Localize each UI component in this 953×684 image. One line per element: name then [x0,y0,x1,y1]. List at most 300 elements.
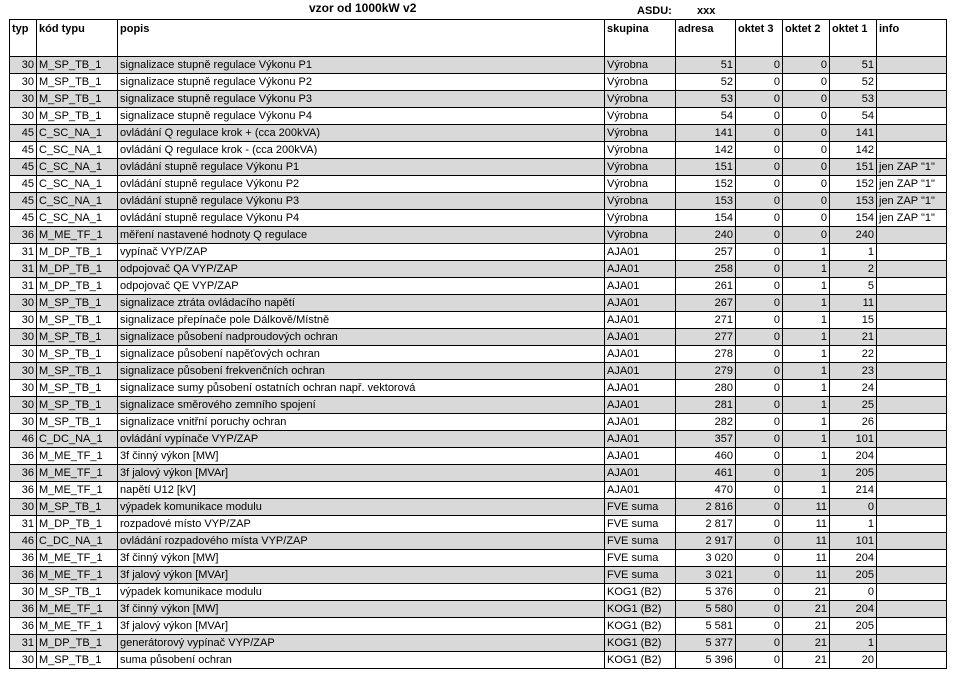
cell-oktet-3: 0 [736,601,783,618]
table-row [10,261,947,278]
cell-adresa: 51 [676,57,736,74]
cell-oktet-2: 0 [783,193,830,210]
cell-info [877,635,947,652]
cell-oktet-3: 0 [736,567,783,584]
cell-adresa: 470 [676,482,736,499]
cell-popis: odpojovač QE VYP/ZAP [118,278,605,295]
cell-typ: 30 [10,57,37,74]
cell-oktet-1: 204 [830,601,877,618]
cell-popis: ovládání Q regulace krok - (cca 200kVA) [118,142,605,159]
cell-skupina: KOG1 (B2) [605,635,676,652]
cell-kod-typu: M_DP_TB_1 [37,278,118,295]
cell-oktet-2: 0 [783,91,830,108]
cell-oktet-1: 53 [830,91,877,108]
cell-oktet-1: 151 [830,159,877,176]
cell-adresa: 5 581 [676,618,736,635]
table-row [10,652,947,669]
cell-kod-typu: M_SP_TB_1 [37,346,118,363]
cell-popis: signalizace působení nadproudových ochran [118,329,605,346]
cell-kod-typu: C_SC_NA_1 [37,142,118,159]
cell-popis: napětí U12 [kV] [118,482,605,499]
cell-skupina: AJA01 [605,363,676,380]
cell-info [877,74,947,91]
cell-oktet-1: 0 [830,584,877,601]
column-header-oktet-2: oktet 2 [783,20,830,57]
cell-skupina: Výrobna [605,74,676,91]
cell-oktet-1: 205 [830,567,877,584]
cell-adresa: 2 917 [676,533,736,550]
cell-oktet-2: 1 [783,414,830,431]
cell-oktet-2: 11 [783,516,830,533]
cell-skupina: Výrobna [605,108,676,125]
cell-popis: signalizace vnitřní poruchy ochran [118,414,605,431]
cell-skupina: Výrobna [605,57,676,74]
cell-adresa: 3 021 [676,567,736,584]
cell-popis: výpadek komunikace modulu [118,499,605,516]
cell-kod-typu: M_DP_TB_1 [37,516,118,533]
cell-adresa: 279 [676,363,736,380]
cell-info [877,346,947,363]
cell-typ: 30 [10,499,37,516]
cell-kod-typu: M_DP_TB_1 [37,261,118,278]
cell-oktet-3: 0 [736,346,783,363]
header-row [10,20,947,57]
cell-typ: 36 [10,227,37,244]
cell-popis: měření nastavené hodnoty Q regulace [118,227,605,244]
cell-kod-typu: M_SP_TB_1 [37,108,118,125]
cell-oktet-1: 22 [830,346,877,363]
cell-skupina: AJA01 [605,312,676,329]
table-row [10,516,947,533]
cell-skupina: KOG1 (B2) [605,584,676,601]
cell-oktet-2: 11 [783,533,830,550]
cell-adresa: 151 [676,159,736,176]
cell-adresa: 281 [676,397,736,414]
cell-adresa: 460 [676,448,736,465]
cell-skupina: AJA01 [605,397,676,414]
cell-info [877,414,947,431]
cell-oktet-3: 0 [736,550,783,567]
table-row [10,635,947,652]
cell-skupina: FVE suma [605,550,676,567]
cell-kod-typu: C_DC_NA_1 [37,431,118,448]
cell-oktet-1: 205 [830,618,877,635]
cell-oktet-2: 1 [783,278,830,295]
cell-skupina: AJA01 [605,465,676,482]
cell-oktet-1: 1 [830,244,877,261]
cell-oktet-3: 0 [736,74,783,91]
cell-kod-typu: M_SP_TB_1 [37,414,118,431]
cell-skupina: KOG1 (B2) [605,652,676,669]
cell-info [877,618,947,635]
cell-popis: 3f činný výkon [MW] [118,550,605,567]
cell-popis: signalizace stupně regulace Výkonu P2 [118,74,605,91]
column-header-typ: typ [10,20,37,57]
cell-adresa: 5 580 [676,601,736,618]
asdu-value: xxx [697,5,716,17]
table-row [10,397,947,414]
cell-info [877,482,947,499]
cell-popis: 3f jalový výkon [MVAr] [118,567,605,584]
cell-oktet-1: 101 [830,533,877,550]
cell-popis: 3f činný výkon [MW] [118,448,605,465]
cell-oktet-2: 1 [783,295,830,312]
cell-typ: 30 [10,414,37,431]
cell-adresa: 52 [676,74,736,91]
cell-info [877,533,947,550]
cell-kod-typu: M_SP_TB_1 [37,57,118,74]
cell-oktet-3: 0 [736,142,783,159]
cell-info [877,363,947,380]
cell-typ: 36 [10,567,37,584]
table-row [10,482,947,499]
cell-oktet-2: 0 [783,210,830,227]
cell-popis: výpadek komunikace modulu [118,584,605,601]
table-row [10,363,947,380]
cell-skupina: Výrobna [605,210,676,227]
cell-popis: vypínač VYP/ZAP [118,244,605,261]
cell-oktet-1: 1 [830,516,877,533]
table-body [10,57,947,669]
cell-oktet-3: 0 [736,635,783,652]
cell-oktet-3: 0 [736,380,783,397]
cell-oktet-1: 240 [830,227,877,244]
cell-typ: 31 [10,244,37,261]
cell-skupina: AJA01 [605,244,676,261]
cell-oktet-1: 153 [830,193,877,210]
cell-oktet-2: 1 [783,431,830,448]
cell-adresa: 461 [676,465,736,482]
table-row [10,278,947,295]
column-header-kod-typu: kód typu [37,20,118,57]
cell-popis: 3f jalový výkon [MVAr] [118,618,605,635]
cell-oktet-2: 0 [783,159,830,176]
cell-typ: 36 [10,601,37,618]
cell-typ: 30 [10,108,37,125]
cell-oktet-1: 5 [830,278,877,295]
cell-oktet-1: 0 [830,499,877,516]
cell-info [877,380,947,397]
cell-popis: signalizace stupně regulace Výkonu P4 [118,108,605,125]
cell-typ: 31 [10,516,37,533]
cell-popis: 3f jalový výkon [MVAr] [118,465,605,482]
cell-adresa: 142 [676,142,736,159]
cell-popis: rozpadové místo VYP/ZAP [118,516,605,533]
table-row [10,57,947,74]
cell-info: jen ZAP "1" [877,210,947,227]
cell-info [877,57,947,74]
cell-typ: 31 [10,278,37,295]
cell-oktet-3: 0 [736,278,783,295]
cell-skupina: AJA01 [605,482,676,499]
cell-typ: 45 [10,193,37,210]
cell-oktet-2: 1 [783,312,830,329]
cell-typ: 36 [10,482,37,499]
cell-info [877,465,947,482]
cell-oktet-2: 0 [783,108,830,125]
cell-oktet-1: 21 [830,329,877,346]
cell-info: jen ZAP "1" [877,176,947,193]
cell-adresa: 141 [676,125,736,142]
cell-kod-typu: M_SP_TB_1 [37,397,118,414]
cell-skupina: Výrobna [605,91,676,108]
table-row [10,431,947,448]
cell-oktet-1: 26 [830,414,877,431]
cell-oktet-3: 0 [736,499,783,516]
cell-oktet-1: 25 [830,397,877,414]
cell-oktet-2: 21 [783,584,830,601]
cell-adresa: 2 816 [676,499,736,516]
cell-popis: signalizace sumy působení ostatních ochran např. vektorová [118,380,605,397]
cell-typ: 36 [10,618,37,635]
table-row [10,244,947,261]
cell-popis: odpojovač QA VYP/ZAP [118,261,605,278]
cell-kod-typu: C_SC_NA_1 [37,176,118,193]
cell-oktet-3: 0 [736,584,783,601]
table-row [10,193,947,210]
table-row [10,125,947,142]
cell-info [877,278,947,295]
cell-kod-typu: M_SP_TB_1 [37,499,118,516]
table-row [10,618,947,635]
cell-oktet-1: 204 [830,448,877,465]
cell-info [877,397,947,414]
cell-oktet-1: 51 [830,57,877,74]
cell-skupina: AJA01 [605,414,676,431]
table-row [10,550,947,567]
cell-kod-typu: M_DP_TB_1 [37,244,118,261]
cell-popis: generátorový vypínač VYP/ZAP [118,635,605,652]
cell-kod-typu: M_DP_TB_1 [37,635,118,652]
cell-skupina: AJA01 [605,431,676,448]
cell-oktet-2: 1 [783,482,830,499]
cell-adresa: 153 [676,193,736,210]
cell-popis: 3f činný výkon [MW] [118,601,605,618]
cell-adresa: 278 [676,346,736,363]
cell-popis: ovládání stupně regulace Výkonu P1 [118,159,605,176]
asdu-label: ASDU: [637,5,672,17]
cell-oktet-2: 11 [783,550,830,567]
cell-oktet-2: 0 [783,57,830,74]
cell-kod-typu: C_DC_NA_1 [37,533,118,550]
cell-oktet-3: 0 [736,465,783,482]
cell-info [877,108,947,125]
cell-oktet-2: 1 [783,261,830,278]
cell-typ: 36 [10,448,37,465]
cell-typ: 31 [10,261,37,278]
cell-kod-typu: C_SC_NA_1 [37,159,118,176]
cell-oktet-1: 52 [830,74,877,91]
cell-oktet-2: 1 [783,448,830,465]
cell-adresa: 5 377 [676,635,736,652]
cell-oktet-3: 0 [736,652,783,669]
cell-oktet-3: 0 [736,91,783,108]
cell-oktet-3: 0 [736,125,783,142]
cell-info: jen ZAP "1" [877,159,947,176]
cell-oktet-2: 21 [783,635,830,652]
cell-oktet-3: 0 [736,618,783,635]
cell-adresa: 257 [676,244,736,261]
cell-oktet-1: 11 [830,295,877,312]
table-row [10,499,947,516]
cell-oktet-1: 1 [830,635,877,652]
cell-adresa: 282 [676,414,736,431]
cell-oktet-1: 15 [830,312,877,329]
cell-info [877,601,947,618]
cell-oktet-3: 0 [736,431,783,448]
cell-kod-typu: M_SP_TB_1 [37,91,118,108]
cell-skupina: AJA01 [605,278,676,295]
cell-skupina: KOG1 (B2) [605,618,676,635]
cell-info [877,329,947,346]
cell-popis: ovládání stupně regulace Výkonu P3 [118,193,605,210]
cell-popis: suma působení ochran [118,652,605,669]
table-row [10,176,947,193]
cell-kod-typu: M_ME_TF_1 [37,567,118,584]
cell-oktet-2: 1 [783,329,830,346]
cell-popis: ovládání rozpadového místa VYP/ZAP [118,533,605,550]
cell-popis: ovládání vypínače VYP/ZAP [118,431,605,448]
cell-oktet-2: 1 [783,363,830,380]
cell-typ: 46 [10,431,37,448]
cell-popis: signalizace směrového zemního spojení [118,397,605,414]
cell-oktet-3: 0 [736,329,783,346]
cell-oktet-3: 0 [736,448,783,465]
cell-typ: 31 [10,635,37,652]
column-header-oktet-1: oktet 1 [830,20,877,57]
cell-skupina: Výrobna [605,159,676,176]
column-header-adresa: adresa [676,20,736,57]
cell-info [877,91,947,108]
cell-oktet-3: 0 [736,312,783,329]
cell-info [877,431,947,448]
cell-skupina: AJA01 [605,329,676,346]
cell-oktet-3: 0 [736,533,783,550]
table-row [10,380,947,397]
cell-popis: signalizace působení napěťových ochran [118,346,605,363]
cell-kod-typu: M_SP_TB_1 [37,652,118,669]
cell-info [877,125,947,142]
cell-oktet-1: 23 [830,363,877,380]
table-row [10,210,947,227]
cell-typ: 45 [10,210,37,227]
cell-info [877,550,947,567]
cell-info [877,227,947,244]
cell-skupina: AJA01 [605,261,676,278]
column-header-popis: popis [118,20,605,57]
cell-info [877,295,947,312]
cell-typ: 30 [10,74,37,91]
table-row [10,414,947,431]
column-header-skupina: skupina [605,20,676,57]
table-row [10,533,947,550]
table-row [10,346,947,363]
cell-kod-typu: C_SC_NA_1 [37,193,118,210]
table-row [10,329,947,346]
column-header-info: info [877,20,947,57]
cell-oktet-2: 1 [783,465,830,482]
cell-adresa: 152 [676,176,736,193]
cell-info [877,516,947,533]
cell-adresa: 240 [676,227,736,244]
cell-typ: 30 [10,329,37,346]
cell-oktet-3: 0 [736,516,783,533]
cell-oktet-2: 21 [783,601,830,618]
cell-oktet-1: 20 [830,652,877,669]
table-row [10,108,947,125]
cell-popis: signalizace ztráta ovládacího napětí [118,295,605,312]
cell-typ: 36 [10,465,37,482]
cell-oktet-3: 0 [736,227,783,244]
cell-oktet-1: 154 [830,210,877,227]
cell-oktet-1: 152 [830,176,877,193]
cell-adresa: 261 [676,278,736,295]
cell-oktet-2: 21 [783,652,830,669]
cell-oktet-3: 0 [736,57,783,74]
cell-oktet-1: 24 [830,380,877,397]
document-title: vzor od 1000kW v2 [309,1,417,15]
cell-skupina: Výrobna [605,176,676,193]
cell-oktet-2: 1 [783,244,830,261]
cell-kod-typu: C_SC_NA_1 [37,210,118,227]
table-row [10,312,947,329]
cell-kod-typu: M_ME_TF_1 [37,550,118,567]
cell-adresa: 267 [676,295,736,312]
cell-popis: signalizace stupně regulace Výkonu P3 [118,91,605,108]
cell-kod-typu: M_SP_TB_1 [37,312,118,329]
cell-adresa: 5 396 [676,652,736,669]
cell-typ: 45 [10,176,37,193]
cell-kod-typu: M_SP_TB_1 [37,380,118,397]
column-header-oktet-3: oktet 3 [736,20,783,57]
cell-adresa: 280 [676,380,736,397]
table-row [10,295,947,312]
cell-typ: 46 [10,533,37,550]
cell-skupina: AJA01 [605,380,676,397]
cell-info [877,261,947,278]
cell-oktet-3: 0 [736,210,783,227]
cell-typ: 36 [10,550,37,567]
cell-oktet-2: 1 [783,397,830,414]
table-row [10,465,947,482]
cell-info [877,448,947,465]
cell-oktet-2: 11 [783,499,830,516]
cell-adresa: 2 817 [676,516,736,533]
cell-info [877,584,947,601]
cell-oktet-2: 11 [783,567,830,584]
cell-typ: 30 [10,312,37,329]
cell-oktet-2: 1 [783,346,830,363]
table-row [10,91,947,108]
table-row [10,159,947,176]
cell-oktet-2: 0 [783,125,830,142]
cell-typ: 45 [10,159,37,176]
cell-oktet-1: 141 [830,125,877,142]
cell-adresa: 271 [676,312,736,329]
cell-info [877,312,947,329]
cell-oktet-3: 0 [736,193,783,210]
cell-oktet-1: 2 [830,261,877,278]
table-row [10,74,947,91]
cell-typ: 30 [10,380,37,397]
table-row [10,448,947,465]
table-row [10,142,947,159]
cell-kod-typu: M_ME_TF_1 [37,465,118,482]
cell-info [877,499,947,516]
cell-oktet-3: 0 [736,244,783,261]
cell-skupina: AJA01 [605,448,676,465]
cell-typ: 45 [10,142,37,159]
